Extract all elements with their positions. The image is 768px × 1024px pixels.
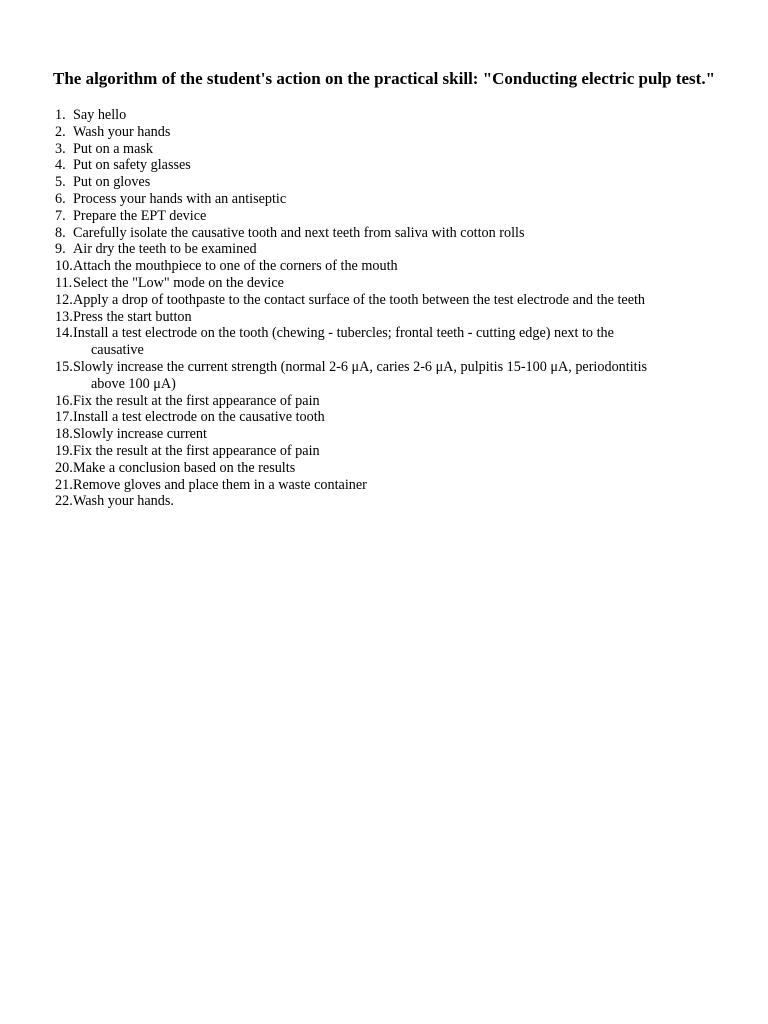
step-text: Process your hands with an antiseptic (73, 190, 287, 207)
list-item (55, 426, 715, 443)
list-item (55, 107, 715, 124)
list-item (55, 275, 715, 292)
list-item (55, 141, 715, 158)
step-text: Make a conclusion based on the results (73, 459, 296, 476)
step-number: 14. (55, 325, 73, 342)
list-item (55, 174, 715, 191)
step-number: 3. (55, 140, 66, 157)
step-text: Fix the result at the first appearance of pain (73, 392, 320, 409)
step-text: Put on safety glasses (73, 157, 191, 174)
step-number: 10. (55, 258, 73, 275)
step-number: 17. (55, 409, 73, 426)
step-text: Carefully isolate the causative tooth and next teeth from saliva with cotton rolls (73, 224, 525, 241)
document-title: The algorithm of the student's action on the practical skill: "Conducting electric pulp test." (52, 69, 716, 88)
step-number: 16. (55, 392, 73, 409)
step-text-continuation: above 100 μA) (91, 375, 176, 392)
step-text: Fix the result at the first appearance of pain (73, 442, 320, 459)
list-item (55, 359, 715, 393)
step-text: Slowly increase the current strength (normal 2-6 μA, caries 2-6 μA, pulpitis 15-100 μA, periodontitis (73, 358, 648, 375)
step-number: 6. (55, 190, 66, 207)
step-text: Wash your hands. (73, 493, 174, 510)
step-number: 18. (55, 426, 73, 443)
list-item (55, 460, 715, 477)
step-number: 1. (55, 107, 66, 123)
list-item (55, 443, 715, 460)
step-text: Apply a drop of toothpaste to the contact surface of the tooth between the test electrode and the teeth (73, 291, 646, 308)
step-number: 2. (55, 123, 66, 140)
list-item (55, 477, 715, 494)
list-item (55, 208, 715, 225)
step-number: 11. (55, 274, 73, 291)
list-item (55, 258, 715, 275)
step-number: 12. (55, 291, 73, 308)
step-number: 15. (55, 358, 73, 375)
steps-list (55, 107, 715, 510)
step-number: 9. (55, 241, 66, 258)
step-text: Say hello (73, 107, 127, 123)
step-text: Put on gloves (73, 174, 151, 191)
step-number: 20. (55, 459, 73, 476)
list-item (55, 309, 715, 326)
step-text: Air dry the teeth to be examined (73, 241, 257, 258)
list-item (55, 241, 715, 258)
list-item (55, 191, 715, 208)
list-item (55, 225, 715, 242)
list-item (55, 393, 715, 410)
step-text: Install a test electrode on the causative tooth (73, 409, 325, 426)
step-number: 4. (55, 157, 66, 174)
step-text: Select the "Low" mode on the device (73, 274, 284, 291)
step-number: 13. (55, 308, 73, 325)
step-text: Remove gloves and place them in a waste container (73, 476, 367, 493)
step-number: 7. (55, 207, 66, 224)
step-number: 8. (55, 224, 66, 241)
step-number: 19. (55, 442, 73, 459)
step-number: 5. (55, 174, 66, 191)
list-item (55, 292, 715, 309)
list-item (55, 124, 715, 141)
list-item (55, 409, 715, 426)
list-item (55, 157, 715, 174)
step-text-continuation: causative (91, 342, 144, 359)
list-item (55, 493, 715, 510)
step-text: Wash your hands (73, 123, 171, 140)
step-number: 21. (55, 476, 73, 493)
step-text: Prepare the EPT device (73, 207, 207, 224)
step-text: Put on a mask (73, 140, 153, 157)
step-text: Install a test electrode on the tooth (chewing - tubercles; frontal teeth - cutting edge) next to the (73, 325, 614, 342)
step-text: Attach the mouthpiece to one of the corners of the mouth (73, 258, 398, 275)
list-item (55, 325, 715, 359)
step-text: Press the start button (73, 308, 192, 325)
step-number: 22. (55, 493, 73, 510)
step-text: Slowly increase current (73, 426, 207, 443)
